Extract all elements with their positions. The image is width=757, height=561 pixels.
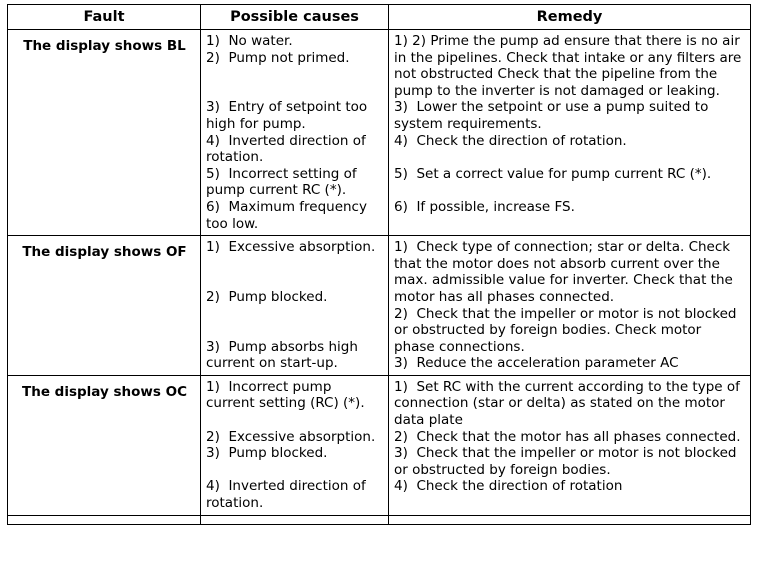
remedy-cell — [389, 30, 751, 236]
remedy-item-number: 1) — [394, 378, 408, 395]
remedy-cell — [389, 515, 751, 524]
remedy-item-number: 1) — [394, 239, 408, 256]
remedy-item-number: 3) — [394, 99, 408, 116]
remedy-item-number: 3) — [394, 445, 408, 462]
remedy-item — [394, 306, 746, 356]
cause-item-text: Pump blocked. — [228, 288, 328, 305]
remedy-cell — [389, 236, 751, 376]
cause-item — [206, 289, 384, 306]
remedy-item-number: 2) — [394, 428, 408, 445]
cause-item-text: Incorrect pump current setting (RC) (*). — [206, 378, 365, 412]
remedy-item — [394, 199, 746, 216]
remedy-item-text: Set RC with the current according to the type of connection (star or delta) as stated on the motor data plate — [394, 378, 740, 429]
fault-label: The display shows OC — [22, 383, 187, 400]
fault-label: The display shows OF — [22, 244, 187, 261]
table-row — [8, 30, 751, 236]
cause-item-number: 3) — [206, 338, 220, 355]
table-row — [8, 375, 751, 515]
cause-item-text: Pump not primed. — [228, 49, 350, 66]
cause-item-text: Pump blocked. — [228, 445, 328, 462]
remedy-item — [394, 33, 746, 99]
cause-item — [206, 199, 384, 232]
remedy-item-text: Reduce the acceleration parameter AC — [416, 355, 679, 372]
fault-troubleshooting-table — [7, 4, 751, 525]
remedy-item-text: Check that the motor has all phases connected. — [416, 428, 741, 445]
remedy-item-number: 4) — [394, 132, 408, 149]
cause-list — [206, 239, 384, 372]
possible-causes-cell — [201, 236, 389, 376]
cause-item-number: 1) — [206, 239, 220, 256]
cause-item — [206, 166, 384, 199]
cause-item-number: 5) — [206, 165, 220, 182]
header-row — [8, 5, 751, 30]
cause-item-number: 4) — [206, 132, 220, 149]
fault-cell — [8, 375, 201, 515]
remedy-item — [394, 133, 746, 150]
remedy-item — [394, 166, 746, 183]
remedy-item-number: 5) — [394, 165, 408, 182]
remedy-item — [394, 429, 746, 446]
cause-item — [206, 50, 384, 67]
fault-cell — [8, 236, 201, 376]
fault-label: The display shows BL — [23, 38, 186, 54]
remedy-item-text: Check that the impeller or motor is not blocked or obstructed by foreign bodies. Check motor phase connections. — [394, 305, 737, 355]
cause-item-number: 4) — [206, 478, 220, 495]
fault-cell — [8, 515, 201, 524]
remedy-item-number: 3) — [394, 355, 408, 372]
cause-item-text: No water. — [228, 33, 293, 49]
remedy-item-number: 4) — [394, 478, 408, 495]
cause-item-text: Entry of setpoint too high for pump. — [206, 99, 368, 132]
cause-item — [206, 339, 384, 372]
cause-item-number: 2) — [206, 428, 220, 445]
cause-item-number: 3) — [206, 445, 220, 462]
cause-item-number: 2) — [206, 49, 220, 66]
remedy-list — [394, 239, 746, 372]
remedy-item-text: Check type of connection; star or delta. Check that the motor does not absorb current over the max. admissible value for inverter. Check that the motor has all phases connected. — [394, 239, 733, 305]
possible-causes-cell — [201, 515, 389, 524]
remedy-item — [394, 99, 746, 132]
cause-item — [206, 133, 384, 166]
column-header-remedy: Remedy — [389, 5, 751, 30]
cause-list — [206, 33, 384, 232]
column-header-fault: Fault — [8, 5, 201, 30]
remedy-item-number: 2) — [394, 305, 408, 322]
cause-item-text: Incorrect setting of pump current RC (*). — [206, 165, 357, 199]
remedy-item-text: Prime the pump ad ensure that there is no air in the pipelines. Check that intake or any filters are not obstructed Check that the pipeline from the pump to the inverter is not damaged or leaking. — [394, 33, 742, 99]
remedy-item — [394, 379, 746, 429]
cause-item-number: 2) — [206, 288, 220, 305]
column-header-possible-causes: Possible causes — [201, 5, 389, 30]
remedy-item-text: Lower the setpoint or use a pump suited to system requirements. — [394, 99, 709, 132]
remedy-item-text: Check that the impeller or motor is not blocked or obstructed by foreign bodies. — [394, 445, 737, 478]
cause-item — [206, 429, 384, 446]
cause-item-number: 1) — [206, 378, 220, 395]
table-header — [8, 5, 751, 30]
cause-item-text: Excessive absorption. — [228, 428, 376, 445]
cause-item — [206, 99, 384, 132]
remedy-item — [394, 478, 746, 495]
cause-item — [206, 239, 384, 256]
cause-item — [206, 445, 384, 462]
cause-item-text: Inverted direction of rotation. — [206, 478, 366, 512]
remedy-item-text: If possible, increase FS. — [416, 198, 575, 215]
remedy-cell — [389, 375, 751, 515]
remedy-list — [394, 379, 746, 495]
possible-causes-cell — [201, 375, 389, 515]
table-body — [8, 30, 751, 525]
remedy-item — [394, 445, 746, 478]
remedy-item-text: Check the direction of rotation. — [416, 132, 627, 149]
cause-item-number: 3) — [206, 99, 220, 116]
remedy-item-number: 6) — [394, 198, 408, 215]
cause-item-text: Pump absorbs high current on start-up. — [206, 338, 358, 372]
table-row — [8, 515, 751, 524]
cause-item-number: 6) — [206, 198, 220, 215]
cause-item — [206, 33, 384, 50]
possible-causes-cell — [201, 30, 389, 236]
remedy-item — [394, 355, 746, 372]
cause-item-number: 1) — [206, 33, 220, 49]
cause-list — [206, 379, 384, 512]
cause-item-text: Maximum frequency too low. — [206, 198, 367, 232]
cause-item-text: Excessive absorption. — [228, 239, 376, 256]
remedy-item-number: 1) 2) — [394, 33, 427, 49]
cause-item — [206, 478, 384, 511]
remedy-item — [394, 239, 746, 305]
remedy-list — [394, 33, 746, 216]
table-row — [8, 236, 751, 376]
remedy-item-text: Set a correct value for pump current RC (*). — [416, 165, 712, 182]
cause-item-text: Inverted direction of rotation. — [206, 132, 366, 166]
cause-item — [206, 379, 384, 412]
fault-cell — [8, 30, 201, 236]
remedy-item-text: Check the direction of rotation — [416, 478, 623, 495]
